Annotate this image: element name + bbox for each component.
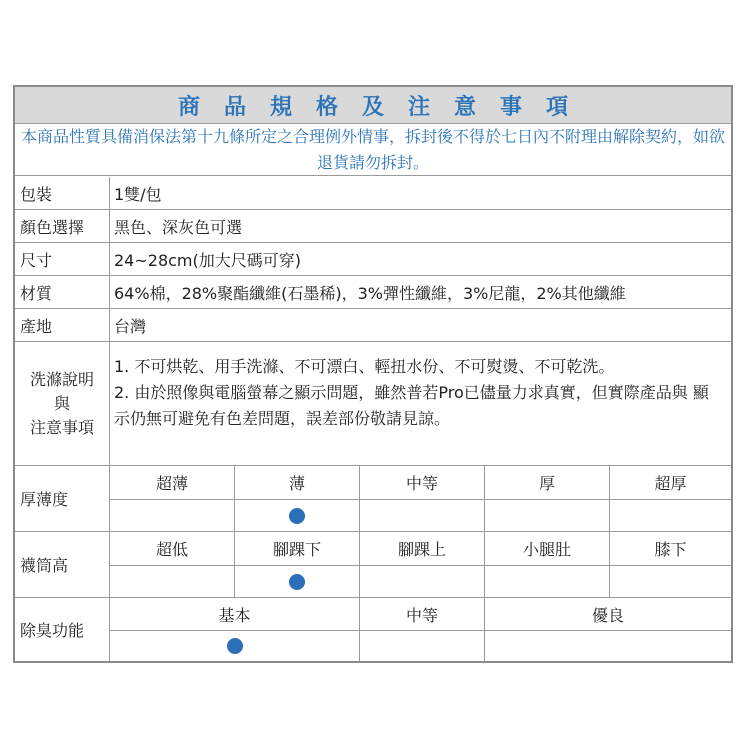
- rating-option: 中等: [360, 466, 485, 499]
- care-label-line3: 注意事項: [29, 417, 94, 437]
- rating-row-thickness: [15, 466, 731, 532]
- spec-label: 尺寸: [15, 243, 110, 275]
- spec-title: 商品規格及注意事項: [177, 94, 592, 120]
- rating-option: 超厚: [654, 474, 687, 493]
- return-policy-notice: [15, 124, 731, 176]
- spec-table: [13, 85, 733, 663]
- rating-option: 腳踝上: [360, 532, 485, 565]
- spec-label: [15, 342, 110, 465]
- spec-row-care: [15, 342, 731, 466]
- spec-value: [114, 342, 731, 477]
- rating-label: 除臭功能: [15, 598, 110, 661]
- rating-option: 基本: [110, 598, 360, 630]
- spec-row-material: [15, 276, 731, 309]
- spec-label: 材質: [15, 276, 110, 308]
- rating-row-deodorant: [15, 598, 731, 661]
- spec-value: 台灣: [114, 316, 147, 336]
- spec-value: 24~28cm(加大尺碼可穿): [114, 250, 301, 270]
- spec-value: 1雙/包: [114, 184, 162, 204]
- spec-label: 包裝: [15, 177, 110, 209]
- rating-grid: [110, 532, 731, 597]
- selected-dot-icon: [289, 574, 305, 590]
- spec-value: 黑色、深灰色可選: [114, 217, 243, 237]
- spec-title-bar: [15, 87, 731, 124]
- spec-row-size: [15, 243, 731, 276]
- rating-option: 中等: [360, 598, 485, 630]
- care-instruction-1: 1. 不可烘乾、用手洗滌、不可漂白、輕扭水份、不可熨燙、不可乾洗。: [114, 357, 615, 376]
- selected-dot-icon: [227, 638, 243, 654]
- rating-option: 超低: [110, 532, 235, 565]
- care-label-line2: 與: [53, 393, 70, 413]
- rating-option: 膝下: [654, 540, 687, 559]
- spec-row-color: [15, 210, 731, 243]
- selected-dot-icon: [289, 508, 305, 524]
- care-label-line1: 洗滌說明: [29, 369, 94, 389]
- rating-option: 薄: [235, 466, 360, 499]
- notice-text: 本商品性質具備消保法第十九條所定之合理例外情事，拆封後不得於七日內不附理由解除契約，如欲退貨請勿拆封。: [20, 127, 725, 172]
- spec-value: 64%棉，28%聚酯纖維(石墨稀)，3%彈性纖維，3%尼龍，2%其他纖維: [114, 283, 626, 303]
- rating-grid: [110, 598, 731, 661]
- spec-row-origin: [15, 309, 731, 342]
- spec-row-package: [15, 177, 731, 210]
- rating-option: 腳踝下: [235, 532, 360, 565]
- rating-label: 厚薄度: [15, 466, 110, 531]
- rating-label: 襪筒高: [15, 532, 110, 597]
- care-instruction-2: 2. 由於照像與電腦螢幕之顯示問題，雖然普若Pro已儘量力求真實，但實際產品與 顯示仍無可避免有色差問題，誤差部份敬請見諒。: [114, 383, 709, 428]
- spec-label: 產地: [15, 309, 110, 341]
- spec-label: 顏色選擇: [15, 210, 110, 242]
- rating-option: 小腿肚: [485, 532, 610, 565]
- rating-row-sock-height: [15, 532, 731, 598]
- rating-option: 優良: [591, 605, 624, 625]
- rating-option: 厚: [485, 466, 610, 499]
- rating-grid: [110, 466, 731, 531]
- rating-option: 超薄: [110, 466, 235, 499]
